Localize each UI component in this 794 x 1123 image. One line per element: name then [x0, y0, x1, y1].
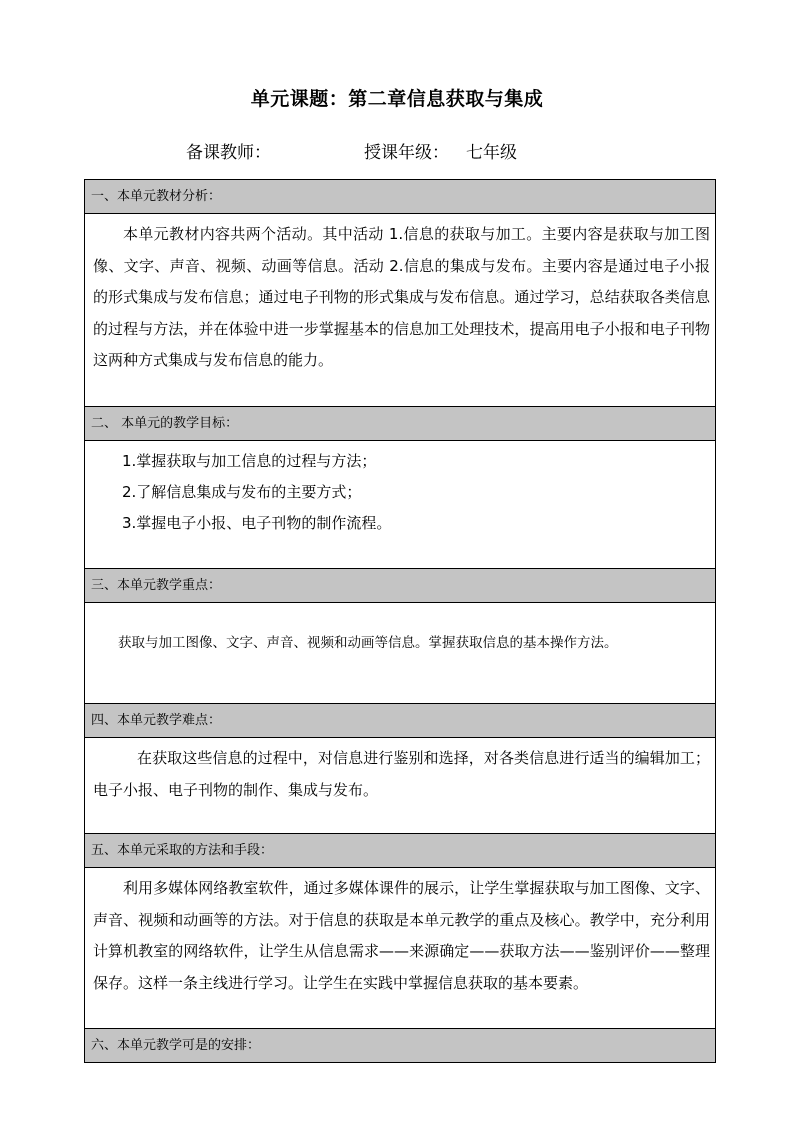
grade-value: 七年级: [466, 143, 517, 163]
analysis-paragraph: 本单元教材内容共两个活动。其中活动 1.信息的获取与加工。主要内容是获取与加工图像、文字、声音、视频、动画等信息。活动 2.信息的集成与发布。主要内容是通过电子小报的形式集成与发布信息；通过电子刊物的形式集成与发布信息。通过学习，总结获取各类信息的过程与方法，并在体验中进一步掌握基本的信息加工处理技术，提高用电子小报和电子刊物这两种方式集成与发布信息的能力。: [93, 225, 710, 369]
section-body-difficulties: [85, 738, 716, 834]
difficulties-paragraph: 在获取这些信息的过程中，对信息进行鉴别和选择，对各类信息进行适当的编辑加工；电子小报、电子刊物的制作、集成与发布。: [93, 749, 710, 799]
section-heading-objectives: 二、 本单元的教学目标：: [85, 407, 716, 441]
meta-line: [186, 138, 517, 163]
section-body-key-points: [85, 603, 716, 704]
teacher-label: 备课教师：: [186, 143, 271, 163]
objective-item: 2.了解信息集成与发布的主要方式；: [122, 483, 362, 501]
section-body-analysis: [85, 214, 716, 407]
section-heading-methods: 五、本单元采取的方法和手段：: [85, 834, 716, 868]
page-title: 单元课题：第二章信息获取与集成: [250, 88, 544, 110]
section-heading-key-points: 三、本单元教学重点：: [85, 569, 716, 603]
section-heading-schedule: 六、本单元教学可是的安排：: [85, 1029, 716, 1063]
unit-plan-table: [84, 179, 716, 1063]
objective-item: 1.掌握获取与加工信息的过程与方法；: [122, 452, 377, 470]
methods-paragraph: 利用多媒体网络教室软件，通过多媒体课件的展示，让学生掌握获取与加工图像、文字、声音、视频和动画等的方法。对于信息的获取是本单元教学的重点及核心。教学中，充分利用计算机教室的网络软件，让学生从信息需求——来源确定——获取方法——鉴别评价——整理保存。这样一条主线进行学习。让学生在实践中掌握信息获取的基本要素。: [93, 879, 710, 992]
section-body-methods: [85, 868, 716, 1029]
section-body-objectives: [85, 441, 716, 569]
objective-item: 3.掌握电子小报、电子刊物的制作流程。: [122, 514, 392, 532]
section-heading-difficulties: 四、本单元教学难点：: [85, 704, 716, 738]
key-points-paragraph: 获取与加工图像、文字、声音、视频和动画等信息。掌握获取信息的基本操作方法。: [118, 635, 618, 651]
grade-label: 授课年级：: [364, 143, 449, 163]
section-heading-analysis: 一、本单元教材分析：: [85, 180, 716, 214]
